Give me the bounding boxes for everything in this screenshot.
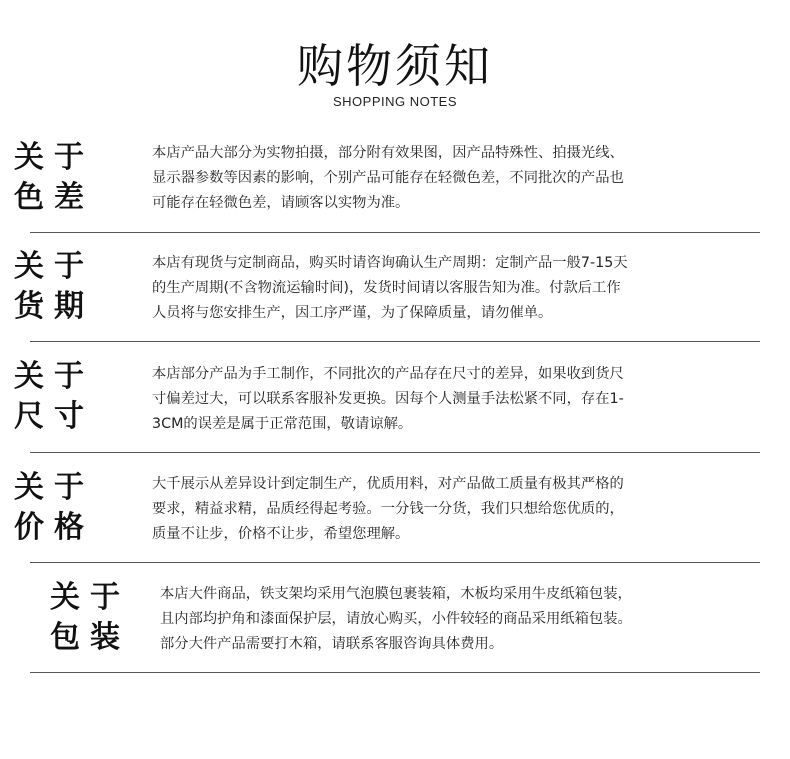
section-label-line2: 价格 — [14, 510, 94, 545]
section-divider — [30, 562, 760, 563]
section-text-line: 且内部均护角和漆面保护层，请放心购买，小件较轻的商品采用纸箱包装。 — [160, 611, 632, 627]
section-text-line: 要求，精益求精，品质经得起考验。一分钱一分货，我们只想给您优质的， — [152, 501, 624, 517]
section-text-line: 显示器参数等因素的影响，个别产品可能存在轻微色差，不同批次的产品也 — [152, 170, 624, 186]
section-label-line2: 色差 — [14, 180, 94, 215]
section-text-line: 大千展示从差异设计到定制生产，优质用料，对产品做工质量有极其严格的 — [152, 476, 624, 492]
page-subtitle: SHOPPING NOTES — [332, 94, 458, 109]
section-label-line1: 关于 — [14, 359, 94, 394]
section-text-line: 3CM的误差是属于正常范围，敬请谅解。 — [152, 416, 413, 432]
section-label-line1: 关于 — [14, 249, 94, 284]
section-text-line: 质量不让步，价格不让步，希望您理解。 — [152, 526, 410, 542]
section-label-line1: 关于 — [14, 470, 94, 505]
section-divider — [30, 672, 760, 673]
section-divider — [30, 341, 760, 342]
section-text-line: 的生产周期(不含物流运输时间)，发货时间请以客服告知为准。付款后工作 — [152, 280, 621, 296]
section-text-line: 本店部分产品为手工制作，不同批次的产品存在尺寸的差异，如果收到货尺 — [152, 366, 624, 382]
section-label-line2: 货期 — [14, 289, 94, 324]
section-text-line: 本店产品大部分为实物拍摄，部分附有效果图，因产品特殊性、拍摄光线、 — [152, 145, 624, 161]
section-text-line: 本店有现货与定制商品，购买时请咨询确认生产周期：定制产品一般7-15天 — [152, 255, 628, 271]
section-label-line1: 关于 — [14, 140, 94, 175]
section-text-line: 部分大件产品需要打木箱，请联系客服咨询具体费用。 — [160, 636, 504, 652]
section-text-line: 寸偏差过大，可以联系客服补发更换。因每个人测量手法松紧不同，存在1- — [152, 391, 624, 407]
page-title: 购物须知 — [297, 39, 493, 93]
section-label-line2: 包装 — [50, 620, 130, 655]
section-text-line: 可能存在轻微色差，请顾客以实物为准。 — [152, 195, 410, 211]
section-label-line2: 尺寸 — [14, 399, 94, 434]
section-divider — [30, 452, 760, 453]
section-label-line1: 关于 — [50, 580, 130, 615]
section-text-line: 人员将与您安排生产，因工序严谨，为了保障质量，请勿催单。 — [152, 305, 553, 321]
section-divider — [30, 232, 760, 233]
section-text-line: 本店大件商品，铁支架均采用气泡膜包裹装箱，木板均采用牛皮纸箱包装， — [160, 586, 632, 602]
